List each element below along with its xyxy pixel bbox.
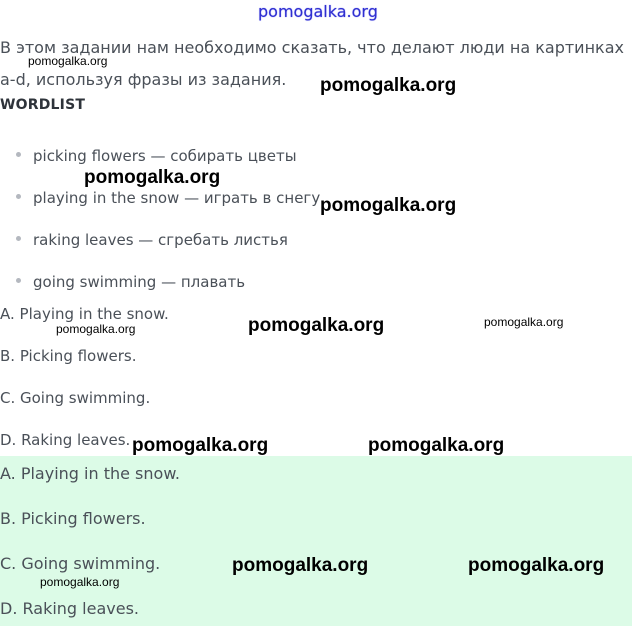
watermark: pomogalka.org	[468, 555, 605, 576]
answer-line: D. Raking leaves.	[0, 431, 131, 449]
site-header-link[interactable]: pomogalka.org	[258, 2, 378, 21]
highlighted-answer-line: C. Going swimming.	[0, 554, 161, 573]
bullet-icon	[16, 278, 21, 283]
watermark: pomogalka.org	[368, 435, 505, 456]
bullet-icon	[16, 194, 21, 199]
answer-line: A. Playing in the snow.	[0, 305, 169, 323]
wordlist-item: picking flowers — собирать цветы	[16, 147, 297, 165]
watermark: pomogalka.org	[40, 575, 120, 589]
highlighted-answer-line: A. Playing in the snow.	[0, 464, 181, 483]
wordlist-item: playing in the snow — играть в снегу	[16, 189, 320, 207]
answer-line: C. Going swimming.	[0, 389, 151, 407]
wordlist-item: raking leaves — сгребать листья	[16, 231, 288, 249]
bullet-icon	[16, 152, 21, 157]
highlighted-answer-line: B. Picking flowers.	[0, 509, 146, 528]
watermark: pomogalka.org	[320, 195, 457, 216]
task-intro: В этом задании нам необходимо сказать, что делают люди на картинках a-d, используя фразы из задания.	[0, 38, 624, 89]
wordlist-title: WORDLIST	[0, 97, 86, 113]
watermark: pomogalka.org	[248, 315, 385, 336]
highlighted-answer-line: D. Raking leaves.	[0, 599, 139, 618]
watermark: pomogalka.org	[84, 167, 221, 188]
wordlist-item: going swimming — плавать	[16, 273, 245, 291]
watermark: pomogalka.org	[320, 75, 457, 96]
watermark: pomogalka.org	[132, 435, 269, 456]
watermark: pomogalka.org	[56, 322, 136, 336]
watermark: pomogalka.org	[28, 54, 108, 68]
watermark: pomogalka.org	[232, 555, 369, 576]
bullet-icon	[16, 236, 21, 241]
answer-line: B. Picking flowers.	[0, 347, 137, 365]
watermark: pomogalka.org	[484, 315, 564, 329]
